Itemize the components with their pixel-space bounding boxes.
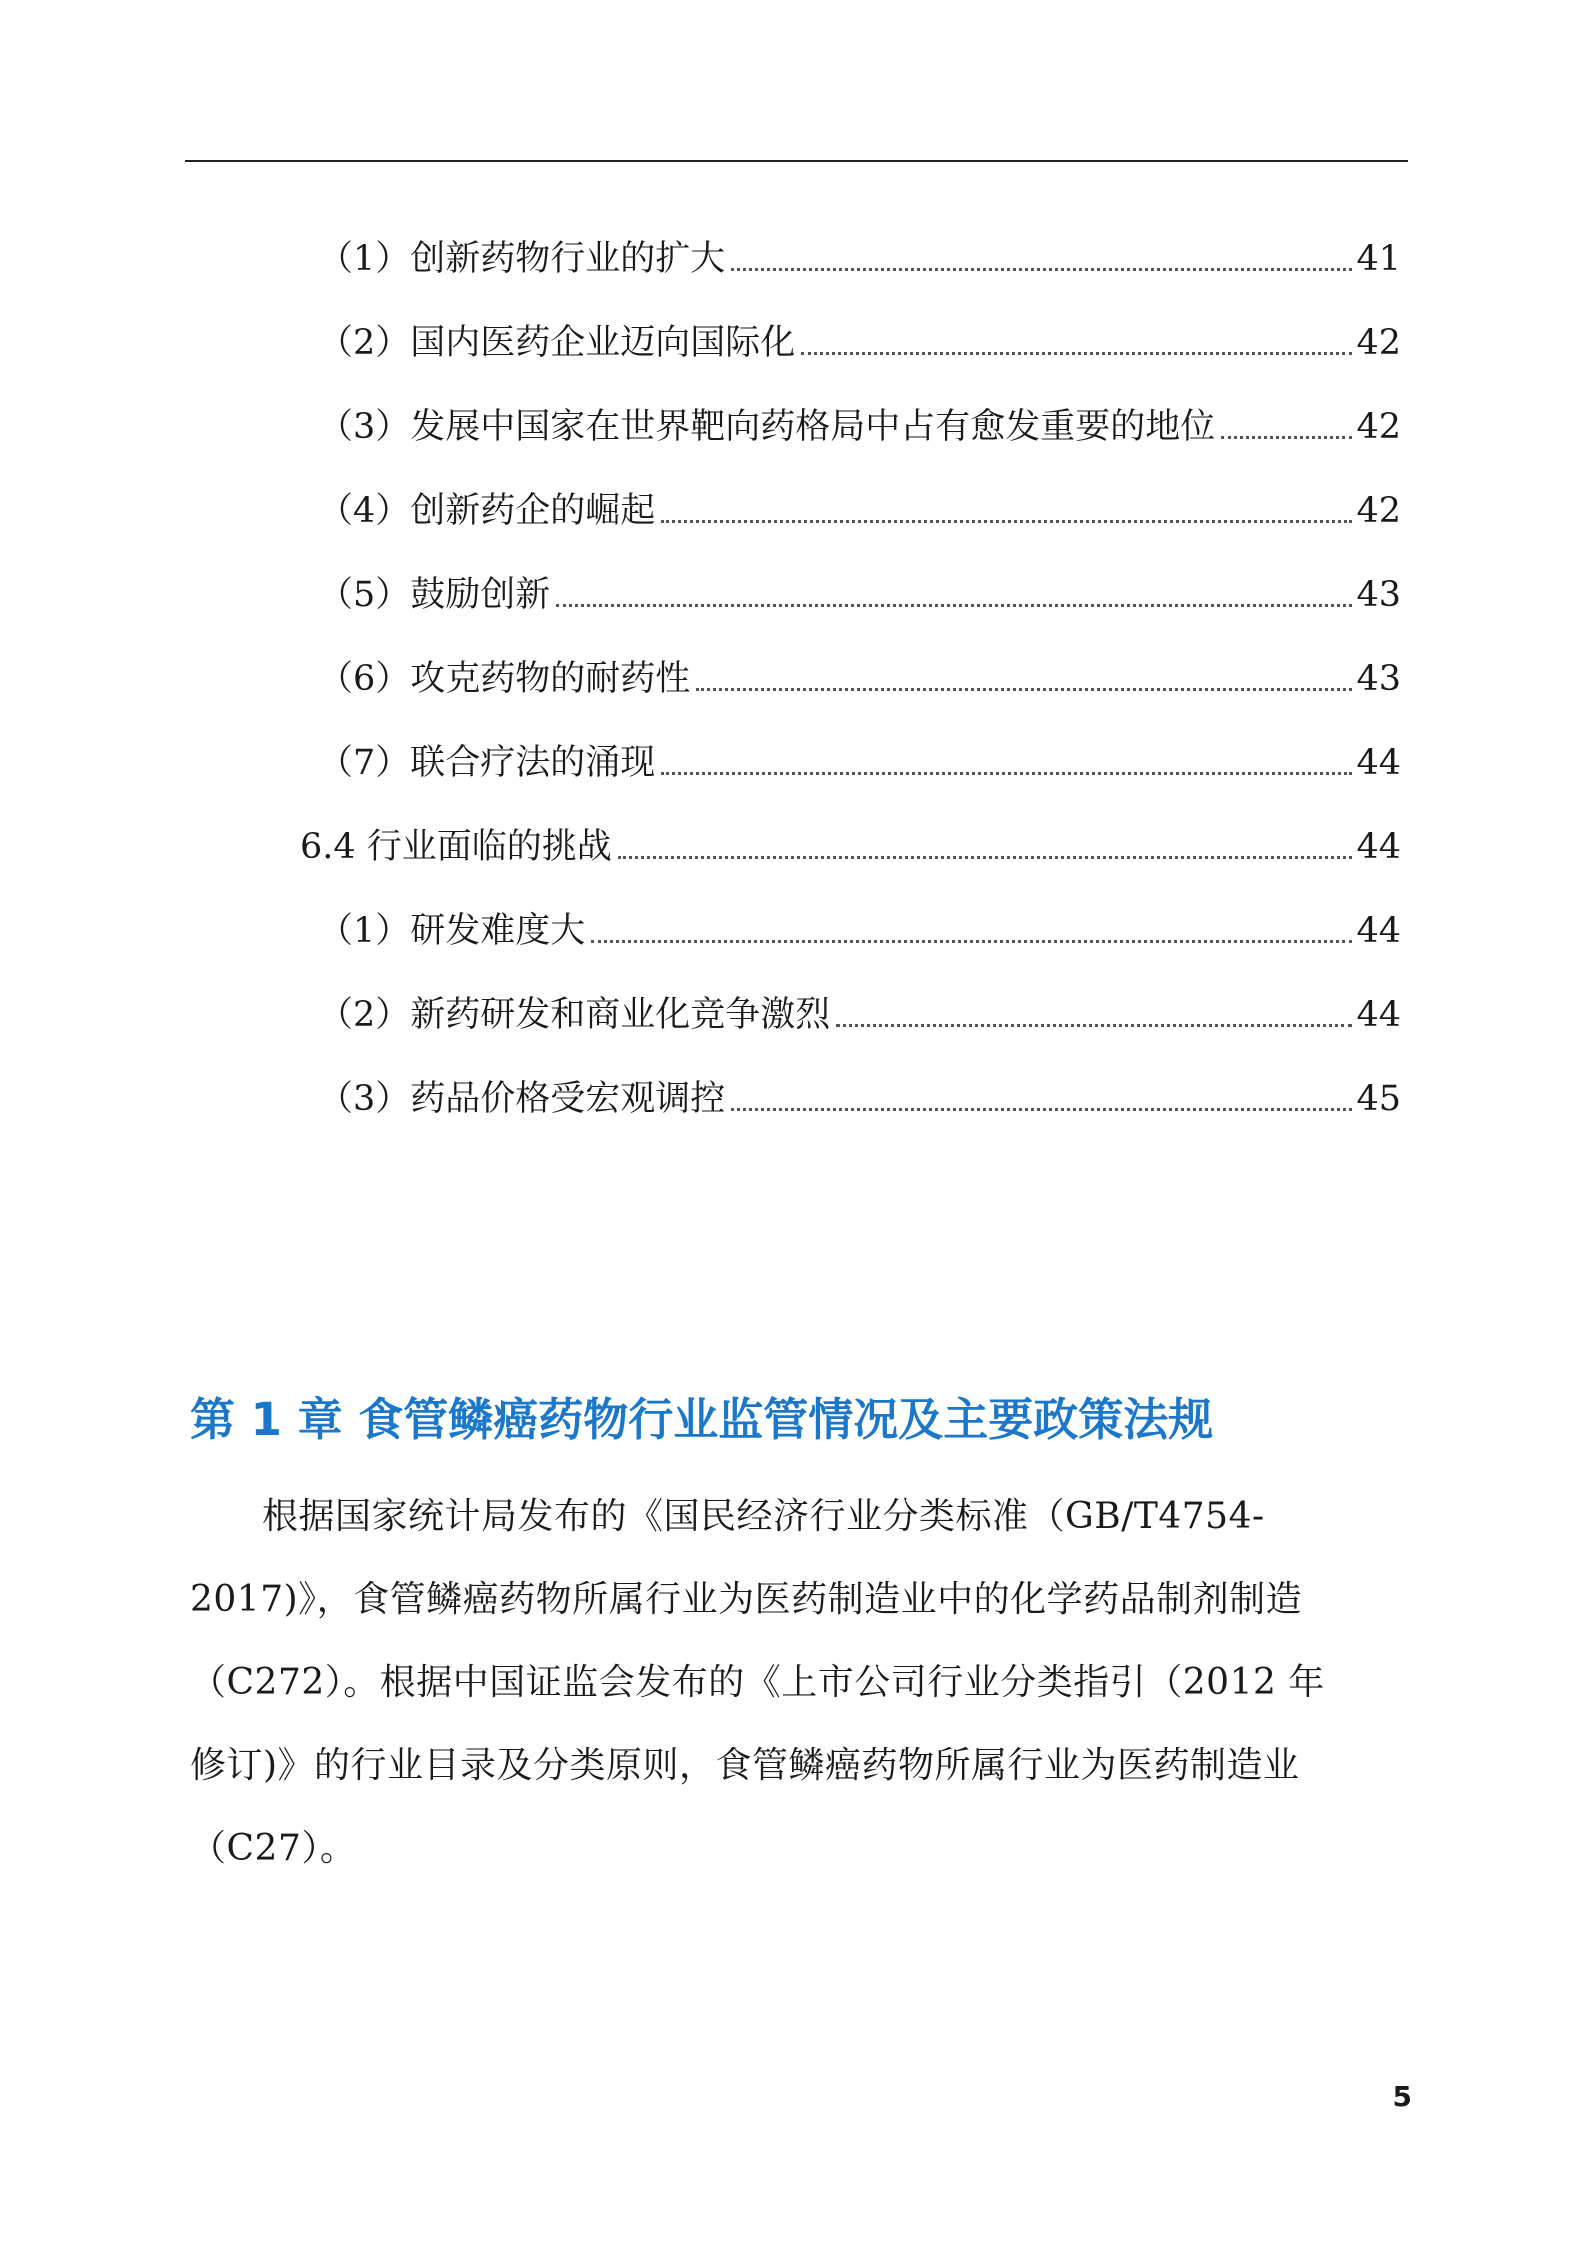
- toc-entry-page: 42: [1356, 407, 1401, 447]
- toc-entry-page: 43: [1356, 575, 1401, 615]
- toc-entry[interactable]: [0, 389, 1586, 449]
- toc-entry-label: （2）国内医药企业迈向国际化: [318, 323, 796, 363]
- chapter-body: [190, 1475, 1340, 1890]
- toc-entry-label: （6）攻克药物的耐药性: [318, 659, 691, 699]
- toc-leader-dots: [661, 772, 1352, 775]
- toc-entry[interactable]: [0, 725, 1586, 785]
- toc-entry-page: 41: [1356, 239, 1401, 279]
- toc-leader-dots: [1221, 436, 1352, 439]
- toc-entry[interactable]: [0, 641, 1586, 701]
- toc-leader-dots: [556, 604, 1352, 607]
- toc-entry[interactable]: [0, 557, 1586, 617]
- toc-leader-dots: [618, 856, 1353, 859]
- toc-entry[interactable]: [0, 305, 1586, 365]
- toc-entry-page: 42: [1356, 323, 1401, 363]
- toc-leader-dots: [731, 268, 1352, 271]
- toc-entry-label: （1）研发难度大: [318, 911, 586, 951]
- toc-leader-dots: [591, 940, 1352, 943]
- toc-entry-label: （3）药品价格受宏观调控: [318, 1079, 726, 1119]
- toc-entry[interactable]: [0, 893, 1586, 953]
- toc-entry-page: 44: [1356, 911, 1401, 951]
- header-rule: [185, 160, 1408, 162]
- toc-entry-label: （1）创新药物行业的扩大: [318, 239, 726, 279]
- toc-entry[interactable]: [0, 221, 1586, 281]
- body-paragraph: 根据国家统计局发布的《国民经济行业分类标准（GB/T4754-2017)》，食管鳞癌药物所属行业为医药制造业中的化学药品制剂制造（C272）。根据中国证监会发布的《上市公司行业分类指引（2012 年修订)》的行业目录及分类原则，食管鳞癌药物所属行业为医药制造业（C27）。: [190, 1496, 1325, 1869]
- toc-entry-page: 44: [1356, 995, 1401, 1035]
- toc-entry-page: 44: [1356, 743, 1401, 783]
- toc-section-entry[interactable]: [0, 809, 1586, 869]
- toc-leader-dots: [696, 688, 1352, 691]
- toc-leader-dots: [801, 352, 1352, 355]
- toc-entry-label: （3）发展中国家在世界靶向药格局中占有愈发重要的地位: [318, 407, 1216, 447]
- toc-leader-dots: [731, 1108, 1352, 1111]
- toc-leader-dots: [836, 1024, 1352, 1027]
- toc-leader-dots: [661, 520, 1352, 523]
- toc-entry-label: （4）创新药企的崛起: [318, 491, 656, 531]
- page-number: 5: [1392, 2080, 1412, 2113]
- toc-entry[interactable]: [0, 473, 1586, 533]
- toc-entry-label: （2）新药研发和商业化竞争激烈: [318, 995, 831, 1035]
- toc-entry-page: 45: [1356, 1079, 1401, 1119]
- toc-entry-page: 43: [1356, 659, 1401, 699]
- toc-entry[interactable]: [0, 1061, 1586, 1121]
- toc-entry-page: 44: [1356, 827, 1401, 867]
- toc-entry-label: （5）鼓励创新: [318, 575, 551, 615]
- toc-entry-label: （7）联合疗法的涌现: [318, 743, 656, 783]
- toc-entry-label: 6.4 行业面临的挑战: [300, 827, 612, 867]
- toc-entry-page: 42: [1356, 491, 1401, 531]
- toc-entry[interactable]: [0, 977, 1586, 1037]
- chapter-title: 第 1 章 食管鳞癌药物行业监管情况及主要政策法规: [190, 1393, 1214, 1447]
